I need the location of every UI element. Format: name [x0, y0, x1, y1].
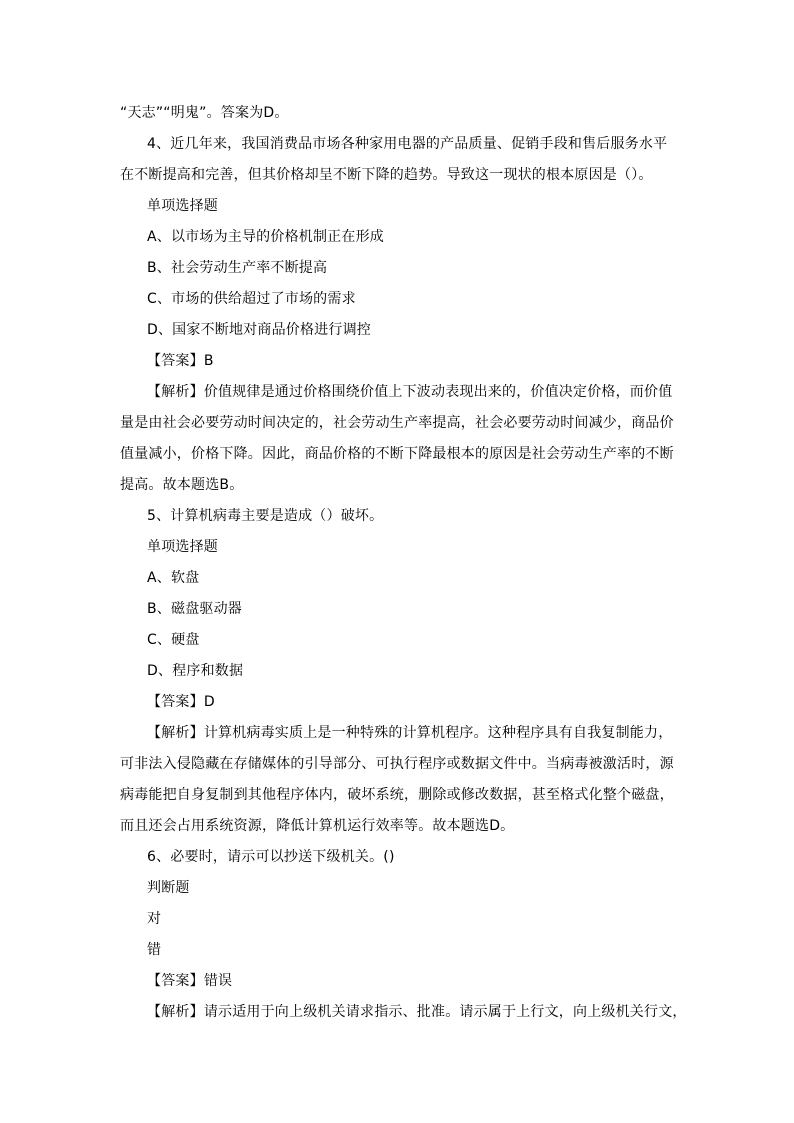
- analysis-label: 【解析】: [147, 725, 204, 741]
- option-c: C、市场的供给超过了市场的需求: [147, 291, 356, 307]
- document-page: [120, 98, 687, 1028]
- answer-label: 【答案】: [147, 973, 204, 989]
- question-type: 判断题: [147, 880, 190, 896]
- answer-line: [120, 966, 682, 997]
- answer-label: 【答案】: [147, 353, 204, 369]
- answer-value: B: [203, 353, 214, 369]
- question-stem-line: 4、近几年来，我国消费品市场各种家用电器的产品质量、促销手段和售后服务水平: [147, 136, 668, 152]
- answer-label: 【答案】: [147, 694, 204, 710]
- answer-line: [120, 687, 682, 718]
- option-c: C、硬盘: [147, 632, 200, 648]
- question-stem-line: 6、必要时，请示可以抄送下级机关。(): [147, 849, 395, 865]
- analysis-label: 【解析】: [147, 1004, 204, 1020]
- analysis-line: [120, 718, 682, 749]
- analysis-text: 计算机病毒实质上是一种特殊的计算机程序。这种程序具有自我复制能力，: [203, 725, 673, 741]
- option-false: 错: [147, 942, 162, 958]
- option-a: A、以市场为主导的价格机制正在形成: [147, 229, 384, 245]
- analysis-text: 值量减小，价格下降。因此，商品价格的不断下降最根本的原因是社会劳动生产率的不断: [120, 446, 674, 462]
- analysis-text: 提高。故本题选B。: [120, 477, 244, 493]
- analysis-text: 可非法入侵隐藏在存储媒体的引导部分、可执行程序或数据文件中。当病毒被激活时，源: [120, 756, 674, 772]
- analysis-line: [120, 997, 687, 1028]
- analysis-text: 量是由社会必要劳动时间决定的，社会劳动生产率提高，社会必要劳动时间减少，商品价: [120, 415, 674, 431]
- carryover-text: “天志”“明鬼”。答案为D。: [120, 105, 289, 121]
- analysis-text: 价值规律是通过价格围绕价值上下波动表现出来的，价值决定价格，而价值: [203, 384, 673, 400]
- option-true: 对: [147, 911, 162, 927]
- question-4: [120, 129, 682, 501]
- analysis-line: [120, 377, 682, 408]
- question-5: [120, 501, 682, 842]
- analysis-label: 【解析】: [147, 384, 204, 400]
- option-a: A、软盘: [147, 570, 200, 586]
- analysis-text: 请示适用于向上级机关请求指示、批准。请示属于上行文，向上级机关行文，: [203, 1004, 687, 1020]
- question-type: 单项选择题: [147, 198, 218, 214]
- question-6: [120, 842, 687, 1028]
- answer-line: [120, 346, 682, 377]
- question-stem-line: 5、计算机病毒主要是造成（）破坏。: [147, 508, 384, 524]
- option-b: B、社会劳动生产率不断提高: [147, 260, 328, 276]
- option-d: D、程序和数据: [147, 663, 244, 679]
- answer-value: 错误: [203, 973, 233, 989]
- analysis-text: 病毒能把自身复制到其他程序体内，破坏系统，删除或修改数据，甚至格式化整个磁盘，: [120, 787, 674, 803]
- question-type: 单项选择题: [147, 539, 218, 555]
- option-b: B、磁盘驱动器: [147, 601, 243, 617]
- analysis-text: 而且还会占用系统资源，降低计算机运行效率等。故本题选D。: [120, 818, 515, 834]
- option-d: D、国家不断地对商品价格进行调控: [147, 322, 371, 338]
- answer-value: D: [203, 694, 215, 710]
- question-stem-line: 在不断提高和完善，但其价格却呈不断下降的趋势。导致这一现状的根本原因是（）。: [120, 167, 653, 183]
